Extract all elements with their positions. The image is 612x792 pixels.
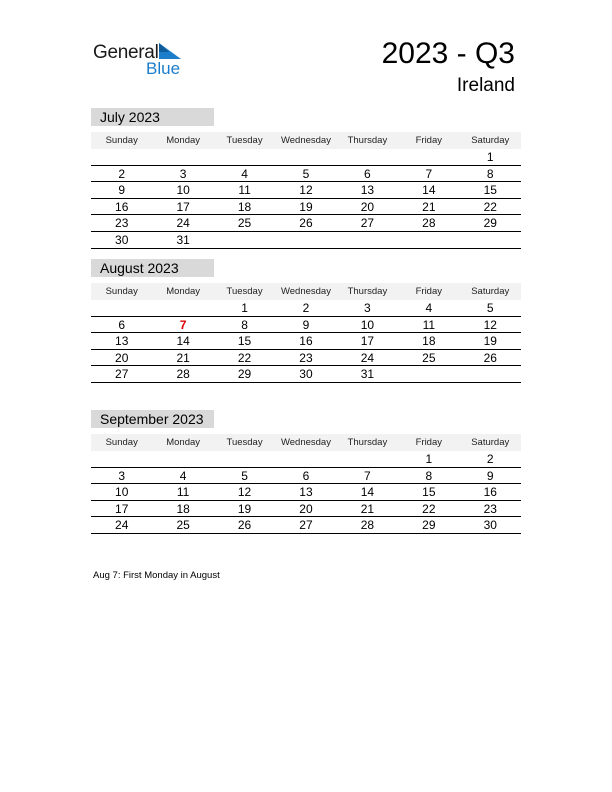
day-cell: 1 [486, 150, 494, 164]
weekday-label: Thursday [347, 437, 388, 448]
day-cell: 31 [360, 367, 375, 382]
weekday-header-row [91, 283, 521, 300]
day-cell: 13 [115, 334, 129, 349]
day-cell [214, 232, 275, 248]
weekday-label: Thursday [347, 286, 388, 297]
day-cell: 8 [425, 468, 433, 483]
weekday-label: Tuesday [226, 286, 263, 297]
week-row [91, 166, 521, 183]
day-cell: 10 [115, 485, 129, 500]
day-cell: 27 [299, 518, 313, 533]
day-cell: 5 [302, 166, 310, 181]
day-cell: 10 [176, 183, 190, 198]
generalblue-logo [93, 40, 193, 80]
day-cell: 19 [483, 334, 497, 349]
weekday-label: Friday [415, 135, 443, 146]
logo-flag-icon [159, 43, 181, 59]
day-cell [275, 451, 336, 467]
day-cell: 20 [299, 501, 313, 516]
day-cell: 10 [360, 317, 375, 332]
day-cell: 28 [422, 216, 436, 231]
weekday-label: Sunday [105, 135, 138, 146]
day-cell: 26 [483, 350, 497, 365]
week-row [91, 468, 521, 485]
day-cell: 20 [360, 199, 375, 214]
week-row [91, 215, 521, 232]
week-row [91, 149, 521, 166]
day-cell [152, 300, 213, 316]
day-cell [337, 451, 398, 467]
day-cell: 26 [237, 518, 252, 533]
day-cell: 18 [422, 334, 436, 349]
day-cell: 8 [486, 166, 494, 181]
day-cell [152, 451, 213, 467]
day-cell: 9 [302, 317, 310, 332]
day-cell: 25 [237, 216, 252, 231]
day-cell: 19 [237, 501, 252, 516]
day-cell: 5 [486, 301, 494, 315]
day-cell: 23 [299, 350, 313, 365]
weekday-label: Monday [166, 437, 201, 448]
week-row [91, 451, 521, 468]
day-cell: 27 [115, 367, 129, 382]
day-cell [152, 149, 213, 165]
day-cell [337, 149, 398, 165]
weekday-header-row [91, 434, 521, 451]
day-cell: 3 [118, 468, 126, 483]
day-cell: 16 [115, 199, 129, 214]
day-cell: 14 [176, 334, 190, 349]
day-cell: 17 [115, 501, 129, 516]
week-row [91, 300, 521, 317]
day-cell: 29 [237, 367, 252, 382]
day-cell: 6 [302, 468, 310, 483]
day-cell: 13 [299, 485, 313, 500]
day-cell [398, 149, 459, 165]
page-title: 2023 - Q3 [381, 37, 515, 70]
day-cell: 4 [241, 166, 248, 181]
day-cell: 1 [241, 301, 248, 315]
day-cell: 3 [179, 166, 187, 181]
weekday-header-row [91, 132, 521, 149]
week-row [91, 199, 521, 216]
day-cell [337, 232, 398, 248]
month-title: July 2023 [91, 108, 214, 126]
week-row [91, 484, 521, 501]
day-cell: 25 [176, 518, 190, 533]
day-cell: 14 [422, 183, 436, 198]
weekday-label: Tuesday [226, 135, 263, 146]
day-cell: 2 [486, 452, 494, 466]
weekday-label: Saturday [471, 286, 510, 297]
weekday-label: Friday [415, 286, 443, 297]
week-row [91, 182, 521, 199]
day-cell: 22 [422, 501, 436, 516]
day-cell: 27 [360, 216, 375, 231]
day-cell: 21 [360, 501, 375, 516]
month-block-september [91, 410, 521, 534]
day-cell [275, 232, 336, 248]
day-cell: 6 [118, 317, 126, 332]
day-cell: 26 [299, 216, 313, 231]
day-cell: 13 [360, 183, 375, 198]
day-cell-holiday: 7 [179, 317, 187, 332]
day-cell: 22 [483, 199, 497, 214]
day-cell [91, 300, 152, 316]
day-cell: 31 [176, 232, 190, 247]
weekday-label: Thursday [347, 135, 388, 146]
day-cell [91, 451, 152, 467]
country-name: Ireland [456, 75, 515, 96]
day-cell: 17 [176, 199, 190, 214]
weekday-label: Tuesday [226, 437, 263, 448]
day-cell [275, 149, 336, 165]
day-cell: 23 [115, 216, 129, 231]
day-cell: 22 [237, 350, 252, 365]
weekday-label: Sunday [105, 437, 138, 448]
day-cell: 11 [176, 485, 190, 500]
day-cell: 29 [483, 216, 497, 231]
day-cell: 8 [241, 317, 248, 332]
logo-word-general: General [93, 42, 159, 63]
weekday-label: Friday [415, 437, 443, 448]
week-row [91, 317, 521, 334]
day-cell: 18 [237, 199, 252, 214]
weekday-label: Wednesday [280, 286, 331, 297]
week-row [91, 333, 521, 350]
day-cell: 18 [176, 501, 190, 516]
weekday-label: Saturday [471, 437, 510, 448]
weekday-label: Wednesday [280, 135, 331, 146]
day-cell: 7 [364, 468, 371, 483]
day-cell: 12 [483, 317, 497, 332]
day-cell [398, 232, 459, 248]
day-cell [460, 366, 521, 382]
day-cell: 24 [176, 216, 190, 231]
day-cell: 7 [425, 166, 433, 181]
day-cell: 28 [176, 367, 190, 382]
weekday-label: Saturday [471, 135, 510, 146]
day-cell: 15 [422, 485, 436, 500]
day-cell: 15 [237, 334, 252, 349]
week-row [91, 350, 521, 367]
day-cell: 30 [483, 518, 497, 533]
week-row [91, 232, 521, 249]
day-cell: 24 [115, 518, 129, 533]
day-cell [398, 366, 459, 382]
day-cell: 11 [422, 317, 436, 332]
day-cell: 17 [360, 334, 375, 349]
weekday-label: Sunday [105, 286, 138, 297]
day-cell: 14 [360, 485, 375, 500]
day-cell: 9 [486, 468, 494, 483]
day-cell: 20 [115, 350, 129, 365]
day-cell: 30 [115, 232, 129, 247]
logo-word-blue: Blue [146, 59, 181, 78]
day-cell: 2 [302, 301, 310, 315]
week-row [91, 517, 521, 534]
day-cell: 11 [238, 183, 251, 198]
day-cell: 12 [299, 183, 313, 198]
month-title: August 2023 [91, 259, 214, 277]
day-cell: 19 [299, 199, 313, 214]
day-cell: 23 [483, 501, 497, 516]
day-cell: 16 [483, 485, 497, 500]
day-cell: 6 [364, 166, 371, 181]
day-cell: 28 [360, 518, 375, 533]
day-cell: 25 [422, 350, 436, 365]
weekday-label: Monday [166, 135, 201, 146]
weekday-label: Monday [166, 286, 201, 297]
week-row [91, 501, 521, 518]
holiday-note: Aug 7: First Monday in August [93, 570, 220, 581]
day-cell: 21 [176, 350, 190, 365]
day-cell: 30 [299, 367, 313, 382]
day-cell: 2 [118, 166, 126, 181]
day-cell [214, 451, 275, 467]
day-cell: 29 [422, 518, 436, 533]
day-cell: 24 [360, 350, 375, 365]
day-cell: 5 [241, 468, 248, 483]
day-cell: 4 [425, 301, 433, 315]
day-cell: 12 [237, 485, 252, 500]
day-cell: 9 [118, 183, 126, 198]
day-cell: 15 [483, 183, 497, 198]
day-cell [91, 149, 152, 165]
week-row [91, 366, 521, 383]
month-title: September 2023 [91, 410, 214, 428]
month-block-august [91, 259, 521, 383]
day-cell [460, 232, 521, 248]
day-cell: 3 [364, 301, 371, 315]
day-cell: 1 [425, 452, 433, 466]
day-cell: 21 [422, 199, 436, 214]
day-cell: 16 [299, 334, 313, 349]
day-cell [214, 149, 275, 165]
weekday-label: Wednesday [280, 437, 331, 448]
month-block-july [91, 108, 521, 249]
day-cell: 4 [179, 468, 187, 483]
